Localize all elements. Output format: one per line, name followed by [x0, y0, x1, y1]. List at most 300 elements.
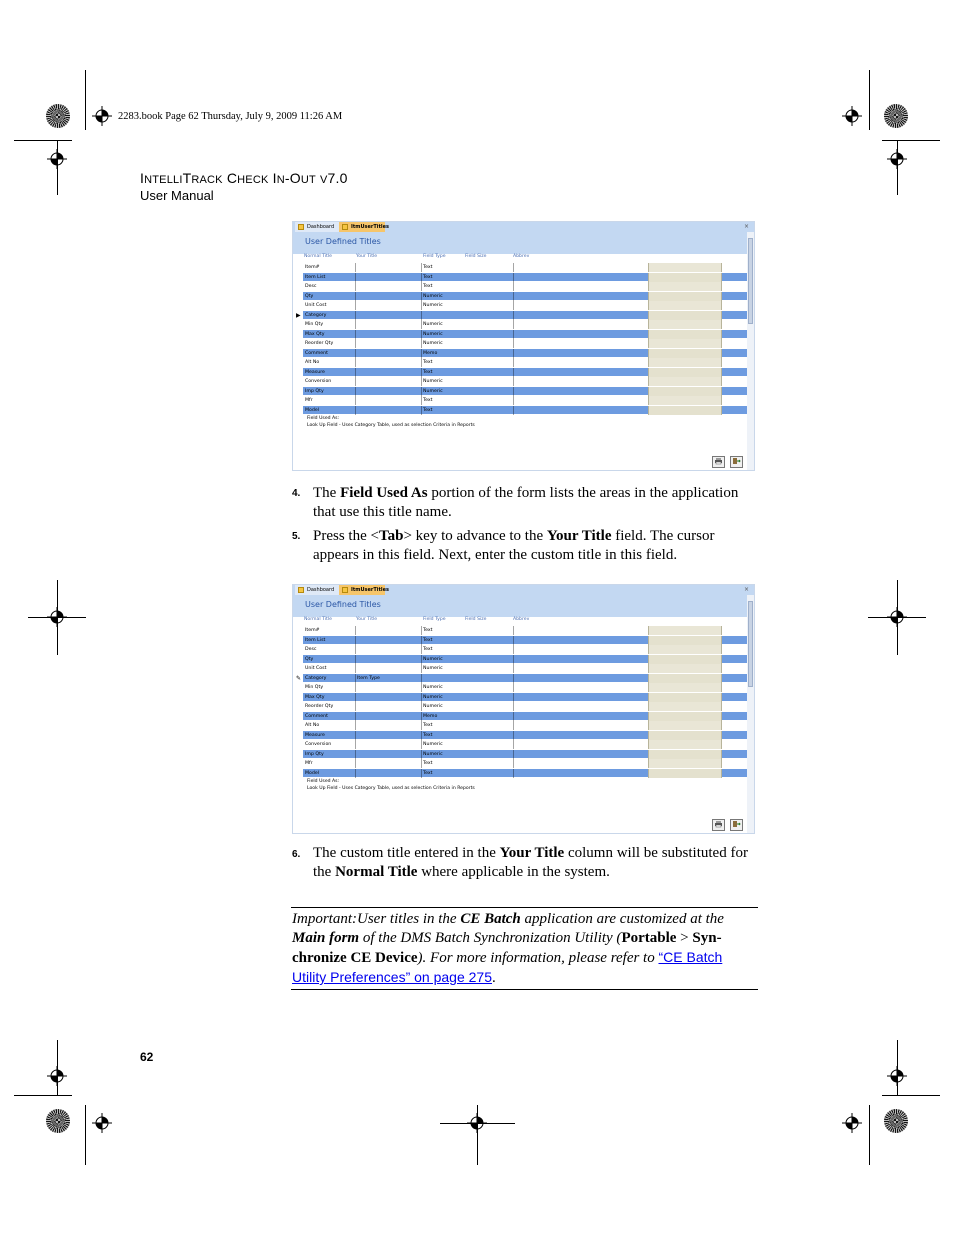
header-title-part: C: [222, 170, 238, 186]
normal-title-cell: Comment: [305, 350, 328, 356]
field-type-cell: Text: [423, 360, 433, 365]
normal-title-cell: Item List: [305, 637, 326, 643]
cell-divider: [513, 320, 514, 329]
cell-divider: [421, 282, 422, 291]
table-row[interactable]: [303, 759, 749, 769]
column-headers: [293, 617, 748, 625]
normal-title-cell: Measure: [305, 732, 325, 738]
field-used-as-cell: [648, 311, 722, 320]
cell-divider: [513, 626, 514, 635]
normal-title-cell: Unit Cost: [305, 666, 327, 671]
field-type-cell: Numeric: [423, 293, 443, 299]
field-used-as-cell: [648, 301, 722, 310]
bold-term: Your Title: [499, 845, 565, 861]
field-type-cell: Text: [423, 407, 433, 413]
tab-label: ItmUserTitles: [351, 224, 389, 230]
starburst-mark-icon: [46, 104, 70, 128]
vertical-scrollbar[interactable]: [747, 595, 754, 833]
normal-title-cell: Mfr: [305, 761, 313, 766]
text-run: application are customized at the: [520, 911, 724, 927]
header-title-part: HECK: [237, 174, 269, 186]
field-used-as-cell: [648, 769, 722, 778]
tab-bar: [293, 222, 754, 232]
bold-term: Main form: [292, 930, 360, 946]
cell-divider: [513, 636, 514, 645]
field-type-cell: Numeric: [423, 704, 443, 709]
field-used-as-cell: [648, 368, 722, 377]
cell-divider: [513, 292, 514, 301]
header-title-part: I: [140, 170, 145, 186]
table-row[interactable]: [303, 368, 749, 378]
table-row[interactable]: [303, 339, 749, 349]
cell-divider: [421, 311, 422, 320]
text-run: Press the <: [313, 528, 379, 544]
cell-divider: [421, 693, 422, 702]
normal-title-cell: Reorder Qty: [305, 341, 334, 346]
cell-divider: [513, 702, 514, 711]
field-type-cell: Text: [423, 637, 433, 643]
column-header: Normal Title: [304, 254, 332, 259]
close-icon[interactable]: ×: [743, 223, 750, 230]
table-row[interactable]: [303, 645, 749, 655]
field-type-cell: Text: [423, 732, 433, 738]
normal-title-cell: Min Qty: [305, 685, 324, 690]
titles-grid: [303, 626, 749, 778]
bold-term: Your Title: [546, 528, 612, 544]
field-used-as-cell: [648, 674, 722, 683]
field-type-cell: Text: [423, 647, 433, 652]
cell-divider: [513, 693, 514, 702]
cell-divider: [513, 301, 514, 310]
cell-divider: [355, 292, 356, 301]
step-text: [313, 484, 759, 522]
table-row[interactable]: [303, 349, 749, 359]
cell-divider: [355, 626, 356, 635]
scroll-down-icon[interactable]: [747, 828, 754, 833]
field-type-cell: Text: [423, 628, 433, 633]
field-used-as-cell: [648, 693, 722, 702]
header-title-part: N: [276, 174, 285, 186]
cell-divider: [355, 683, 356, 692]
cell-divider: [513, 396, 514, 405]
starburst-mark-icon: [884, 104, 908, 128]
cell-divider: [355, 282, 356, 291]
field-type-cell: Numeric: [423, 694, 443, 700]
cell-divider: [421, 655, 422, 664]
header-title-part: UT: [300, 174, 316, 186]
text-run: The: [313, 485, 341, 501]
form-icon: [342, 587, 348, 593]
cell-divider: [513, 339, 514, 348]
header-title-part: T: [182, 170, 192, 186]
field-type-cell: Text: [423, 723, 433, 728]
cell-divider: [355, 664, 356, 673]
exit-door-icon: [732, 820, 741, 828]
printer-icon: [714, 457, 723, 465]
form-header: [293, 595, 748, 617]
cell-divider: [513, 311, 514, 320]
field-used-as-cell: [648, 358, 722, 367]
cell-divider: [355, 721, 356, 730]
text-run: of the DMS Batch Synchronization Utility (: [359, 930, 622, 946]
cell-divider: [513, 263, 514, 272]
cell-divider: [421, 349, 422, 358]
cell-divider: [421, 721, 422, 730]
cell-divider: [421, 636, 422, 645]
cell-divider: [513, 674, 514, 683]
normal-title-cell: Comment: [305, 713, 328, 719]
tab-label: Dashboard: [307, 224, 335, 230]
text-run: The custom title entered in the: [313, 845, 500, 861]
field-used-as-cell: [648, 396, 722, 405]
cell-divider: [355, 396, 356, 405]
field-type-cell: Memo: [423, 713, 438, 719]
field-used-as-cell: [648, 282, 722, 291]
field-used-as-cell: [648, 273, 722, 282]
note-top-rule: [291, 907, 758, 908]
column-header: Abbrev: [513, 254, 530, 259]
field-used-as-label: Field Used As:: [307, 416, 340, 421]
step-number: 4.: [292, 488, 301, 499]
note-bottom-rule: [291, 989, 758, 990]
normal-title-cell: Alt No: [305, 360, 320, 365]
table-row[interactable]: [303, 664, 749, 674]
form-title: User Defined Titles: [305, 600, 381, 609]
column-headers: [293, 254, 748, 262]
cell-divider: [513, 273, 514, 282]
cell-divider: [355, 339, 356, 348]
normal-title-cell: Category: [305, 312, 327, 318]
registration-crosshair-icon: [842, 106, 862, 126]
field-used-as-cell: [648, 664, 722, 673]
cell-divider: [513, 330, 514, 339]
text-run: >: [676, 930, 693, 946]
table-row[interactable]: [303, 387, 749, 397]
tab-itmusertitles[interactable]: [339, 585, 389, 595]
header-title-part: -O: [284, 170, 301, 186]
table-row[interactable]: [303, 330, 749, 340]
table-row[interactable]: [303, 636, 749, 646]
field-type-cell: Numeric: [423, 379, 443, 384]
bold-term: Normal Title: [335, 864, 418, 880]
scroll-up-icon[interactable]: [747, 595, 754, 600]
cell-divider: [355, 377, 356, 386]
field-used-as-cell: [648, 721, 722, 730]
normal-title-cell: Imp Qty: [305, 388, 324, 394]
scroll-thumb[interactable]: [748, 601, 753, 687]
tab-itmusertitles[interactable]: [339, 222, 389, 232]
normal-title-cell: Category: [305, 675, 327, 681]
field-used-as-cell: [648, 702, 722, 711]
normal-title-cell: Model: [305, 770, 320, 776]
tab-dashboard[interactable]: [295, 222, 339, 232]
cell-divider: [421, 330, 422, 339]
cell-divider: [513, 731, 514, 740]
table-row[interactable]: [303, 674, 749, 684]
text-run: > key to advance to the: [403, 528, 547, 544]
cell-divider: [355, 712, 356, 721]
table-row[interactable]: [303, 263, 749, 273]
table-row[interactable]: [303, 282, 749, 292]
text-run: portion of the form lists the areas in the application that use this title name.: [313, 485, 739, 520]
normal-title-cell: Min Qty: [305, 322, 324, 327]
column-header: Normal Title: [304, 617, 332, 622]
cell-divider: [355, 368, 356, 377]
cell-divider: [421, 626, 422, 635]
titles-grid: [303, 263, 749, 415]
field-used-as-cell: [648, 655, 722, 664]
starburst-mark-icon: [884, 1109, 908, 1133]
normal-title-cell: Conversion: [305, 742, 332, 747]
table-row[interactable]: [303, 693, 749, 703]
column-header: Field Size: [465, 617, 487, 622]
cell-divider: [513, 368, 514, 377]
table-row[interactable]: [303, 301, 749, 311]
normal-title-cell: Item List: [305, 274, 326, 280]
registration-crosshair-icon: [92, 106, 112, 126]
cell-divider: [421, 406, 422, 415]
record-selector-icon: ▶: [296, 311, 301, 319]
header-title-part: RACK: [191, 174, 223, 186]
field-used-as-cell: [648, 339, 722, 348]
table-row[interactable]: [303, 740, 749, 750]
form-icon: [298, 224, 304, 230]
table-row[interactable]: [303, 406, 749, 416]
close-form-button[interactable]: [730, 456, 743, 468]
text-run: Important:User titles in the: [292, 911, 461, 927]
bold-term: Field Used As: [340, 485, 428, 501]
cell-divider: [421, 702, 422, 711]
field-type-cell: Numeric: [423, 322, 443, 327]
header-title-part: NTELLI: [144, 174, 183, 186]
your-title-input[interactable]: Item Type: [357, 675, 380, 681]
normal-title-cell: Desc: [305, 284, 317, 289]
form-icon: [342, 224, 348, 230]
field-type-cell: Numeric: [423, 666, 443, 671]
field-used-as-cell: [648, 740, 722, 749]
cell-divider: [355, 702, 356, 711]
text-run: .: [492, 970, 496, 986]
normal-title-cell: Item#: [305, 265, 320, 270]
field-used-as-cell: [648, 330, 722, 339]
cell-divider: [421, 292, 422, 301]
field-used-as-cell: [648, 320, 722, 329]
cell-divider: [421, 339, 422, 348]
cell-divider: [421, 674, 422, 683]
field-type-cell: Numeric: [423, 685, 443, 690]
field-used-as-cell: [648, 759, 722, 768]
table-row[interactable]: [303, 731, 749, 741]
cross-reference-link[interactable]: “CE Batch Utility Preferences” on page 275: [292, 949, 723, 985]
cell-divider: [355, 750, 356, 759]
cell-divider: [421, 273, 422, 282]
cell-divider: [421, 387, 422, 396]
cell-divider: [421, 263, 422, 272]
normal-title-cell: Alt No: [305, 723, 320, 728]
cell-divider: [421, 712, 422, 721]
step-text: [313, 527, 759, 565]
field-type-cell: Numeric: [423, 388, 443, 394]
table-row[interactable]: [303, 626, 749, 636]
cell-divider: [513, 721, 514, 730]
normal-title-cell: Qty: [305, 293, 314, 299]
table-row[interactable]: [303, 292, 749, 302]
normal-title-cell: Mfr: [305, 398, 313, 403]
close-icon[interactable]: ×: [743, 586, 750, 593]
cell-divider: [355, 387, 356, 396]
header-title-part: I: [268, 170, 277, 186]
cell-divider: [513, 655, 514, 664]
print-button[interactable]: [712, 456, 725, 468]
table-row[interactable]: [303, 655, 749, 665]
field-used-as-cell: [648, 712, 722, 721]
cell-divider: [421, 683, 422, 692]
cell-divider: [421, 377, 422, 386]
cell-divider: [513, 712, 514, 721]
cell-divider: [513, 759, 514, 768]
step-number: 5.: [292, 531, 301, 542]
cell-divider: [421, 731, 422, 740]
cell-divider: [355, 358, 356, 367]
table-row[interactable]: [303, 712, 749, 722]
table-row[interactable]: [303, 273, 749, 283]
registration-crosshair-icon: [467, 1113, 487, 1133]
cell-divider: [513, 750, 514, 759]
cell-divider: [421, 664, 422, 673]
normal-title-cell: Reorder Qty: [305, 704, 334, 709]
close-form-button[interactable]: [730, 819, 743, 831]
table-row[interactable]: [303, 320, 749, 330]
cell-divider: [513, 377, 514, 386]
table-row[interactable]: [303, 377, 749, 387]
table-row[interactable]: [303, 396, 749, 406]
cell-divider: [355, 693, 356, 702]
step-number: 6.: [292, 849, 301, 860]
cell-divider: [421, 750, 422, 759]
table-row[interactable]: [303, 721, 749, 731]
normal-title-cell: Unit Cost: [305, 303, 327, 308]
cell-divider: [355, 645, 356, 654]
cell-divider: [355, 406, 356, 415]
table-row[interactable]: [303, 311, 749, 321]
registration-crosshair-icon: [887, 607, 907, 627]
cell-divider: [355, 674, 356, 683]
field-used-as-cell: [648, 387, 722, 396]
normal-title-cell: Measure: [305, 369, 325, 375]
field-type-cell: Numeric: [423, 742, 443, 747]
field-type-cell: Text: [423, 770, 433, 776]
starburst-mark-icon: [46, 1109, 70, 1133]
app-screenshot-user-defined-titles-edited: [292, 584, 755, 834]
print-button[interactable]: [712, 819, 725, 831]
cell-divider: [421, 740, 422, 749]
registration-crosshair-icon: [47, 149, 67, 169]
bold-term: CE Batch: [460, 911, 521, 927]
table-row[interactable]: [303, 750, 749, 760]
field-used-as-cell: [648, 349, 722, 358]
scroll-down-icon[interactable]: [747, 465, 754, 470]
app-screenshot-user-defined-titles: [292, 221, 755, 471]
cell-divider: [355, 320, 356, 329]
step-text: [313, 844, 759, 882]
form-header: [293, 232, 748, 254]
bold-term: Syn-chronize CE Device: [292, 930, 722, 966]
field-used-as-cell: [648, 750, 722, 759]
cell-divider: [421, 358, 422, 367]
normal-title-cell: Desc: [305, 647, 317, 652]
column-header: Field Type: [423, 254, 446, 259]
form-icon: [298, 587, 304, 593]
record-selector-icon: ✎: [296, 674, 302, 682]
field-type-cell: Numeric: [423, 331, 443, 337]
field-type-cell: Text: [423, 761, 433, 766]
field-used-as-cell: [648, 263, 722, 272]
field-used-as-cell: [648, 683, 722, 692]
registration-crosshair-icon: [47, 607, 67, 627]
header-title-part: V: [319, 174, 328, 186]
cell-divider: [355, 731, 356, 740]
scroll-thumb[interactable]: [748, 238, 753, 324]
field-type-cell: Text: [423, 274, 433, 280]
cell-divider: [513, 740, 514, 749]
table-row[interactable]: [303, 683, 749, 693]
vertical-scrollbar[interactable]: [747, 232, 754, 470]
cell-divider: [513, 282, 514, 291]
page-number: 62: [140, 1050, 154, 1064]
column-header: Field Size: [465, 254, 487, 259]
running-header-subtitle: User Manual: [140, 188, 214, 203]
column-header: Your Title: [356, 617, 378, 622]
cell-divider: [421, 368, 422, 377]
field-type-cell: Numeric: [423, 303, 443, 308]
column-header: Abbrev: [513, 617, 530, 622]
normal-title-cell: Item#: [305, 628, 320, 633]
table-row[interactable]: [303, 702, 749, 712]
cell-divider: [355, 349, 356, 358]
field-used-as-cell: [648, 645, 722, 654]
bold-term: Portable: [621, 930, 677, 946]
table-row[interactable]: [303, 769, 749, 779]
tab-label: ItmUserTitles: [351, 587, 389, 593]
normal-title-cell: Qty: [305, 656, 314, 662]
tab-bar: [293, 585, 754, 595]
cell-divider: [355, 740, 356, 749]
text-run: ). For more information, please refer to: [417, 950, 659, 966]
field-used-as-label: Field Used As:: [307, 779, 340, 784]
field-type-cell: Text: [423, 398, 433, 403]
cell-divider: [355, 301, 356, 310]
scroll-up-icon[interactable]: [747, 232, 754, 237]
table-row[interactable]: [303, 358, 749, 368]
cell-divider: [513, 349, 514, 358]
cell-divider: [513, 406, 514, 415]
registration-crosshair-icon: [887, 149, 907, 169]
cell-divider: [513, 645, 514, 654]
registration-crosshair-icon: [842, 1113, 862, 1133]
normal-title-cell: Imp Qty: [305, 751, 324, 757]
registration-crosshair-icon: [47, 1066, 67, 1086]
registration-crosshair-icon: [887, 1066, 907, 1086]
print-stamp: 2283.book Page 62 Thursday, July 9, 2009 11:26 AM: [118, 111, 343, 122]
field-type-cell: Memo: [423, 350, 438, 356]
tab-dashboard[interactable]: [295, 585, 339, 595]
normal-title-cell: Max Qty: [305, 331, 325, 337]
cell-divider: [355, 273, 356, 282]
cell-divider: [421, 645, 422, 654]
registration-crosshair-icon: [92, 1113, 112, 1133]
field-used-as-cell: [648, 636, 722, 645]
normal-title-cell: Max Qty: [305, 694, 325, 700]
